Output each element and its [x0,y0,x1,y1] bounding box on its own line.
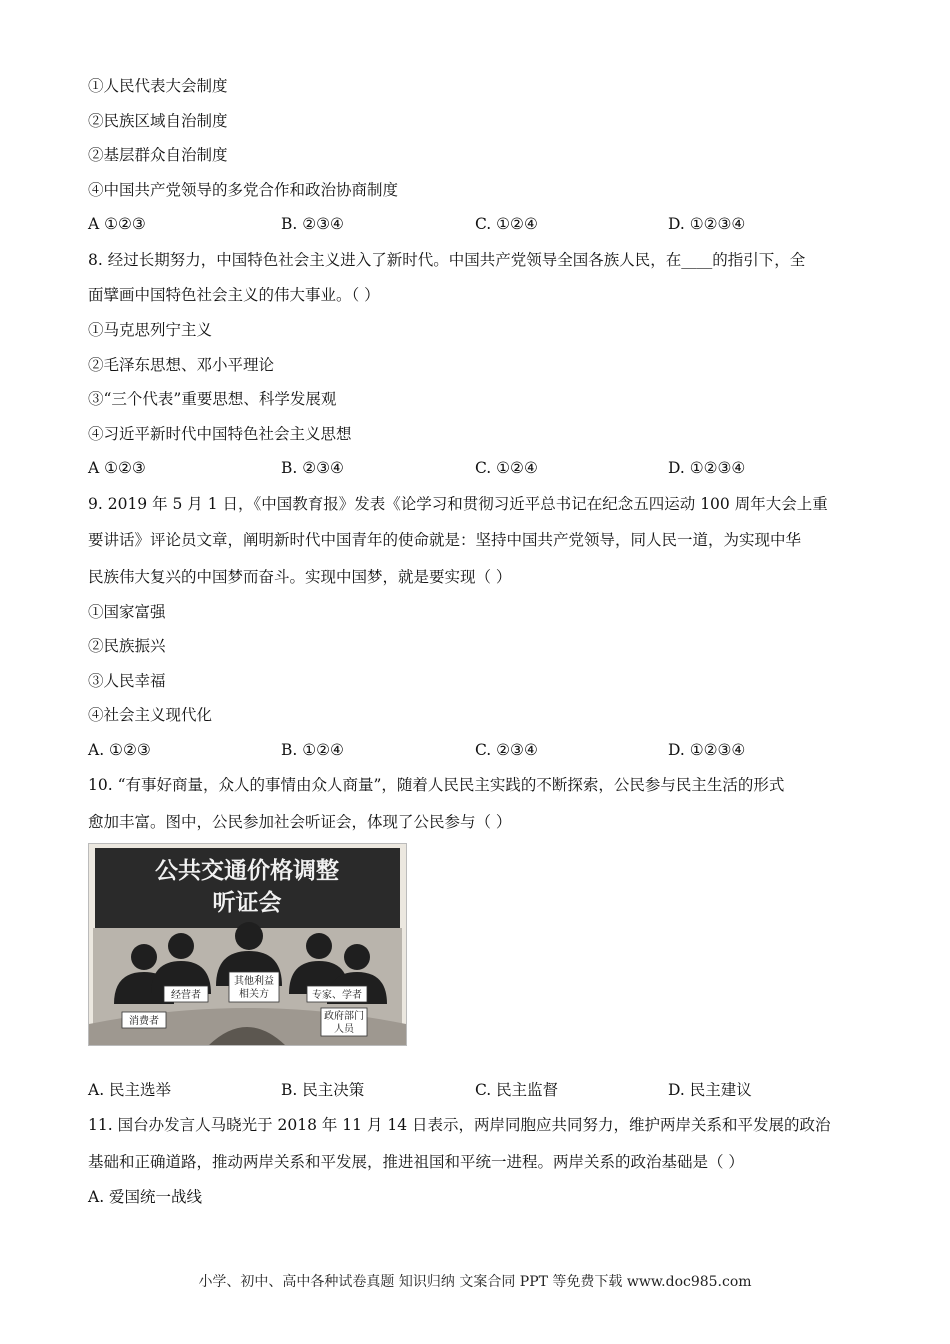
figure-title-line2: 听证会 [212,890,282,916]
page-footer: 小学、初中、高中各种试卷真题 知识归纳 文案合同 PPT 等免费下载 www.doc985.com [198,1274,752,1290]
label-experts: 专家、学者 [312,990,362,1001]
q8-stem-line2: 面擘画中国特色社会主义的伟大事业。（ ） [88,286,380,304]
q11-option-a: A. 爱国统一战线 [88,1188,203,1206]
label-stakeholders-1: 其他利益 [234,976,274,987]
q10-stem-line2: 愈加丰富。图中，公民参加社会听证会，体现了公民参与（ ） [88,813,512,831]
q7-option-a: A ①②③ [88,215,146,233]
q7-option-d: D. ①②③④ [668,215,746,233]
hearing-illustration [88,843,407,1046]
q9-stem-line1: 9. 2019 年 5 月 1 日，《中国教育报》发表《论学习和贯彻习近平总书记在纪念五四运动 100 周年大会上重 [88,495,828,513]
label-stakeholders-2: 相关方 [239,989,269,1000]
label-consumer: 消费者 [129,1016,159,1027]
q10-option-a: A. 民主选举 [88,1081,172,1099]
q9-item-4: ④社会主义现代化 [88,706,213,724]
q9-item-2: ②民族振兴 [88,637,166,655]
q8-stem-line1: 8. 经过长期努力，中国特色社会主义进入了新时代。中国共产党领导全国各族人民，在____的指引下，全 [88,251,806,269]
q9-option-c: C. ②③④ [475,741,538,759]
q9-option-d: D. ①②③④ [668,741,746,759]
q8-option-a: A ①②③ [88,459,146,477]
q10-option-b: B. 民主决策 [281,1081,365,1099]
q9-item-1: ①国家富强 [88,603,166,621]
q7-item-1: ①人民代表大会制度 [88,77,228,95]
q7-item-2: ②民族区域自治制度 [88,112,228,130]
q8-item-2: ②毛泽东思想、邓小平理论 [88,356,275,374]
figure-title-line1: 公共交通价格调整 [155,858,339,884]
q9-option-b: B. ①②④ [281,741,344,759]
q9-option-a: A. ①②③ [88,741,151,759]
q10-option-d: D. 民主建议 [668,1081,752,1099]
q10-stem-line1: 10. “有事好商量，众人的事情由众人商量”，随着人民民主实践的不断探索，公民参与民主生活的形式 [88,776,785,794]
label-operator: 经营者 [171,990,201,1001]
q8-item-4: ④习近平新时代中国特色社会主义思想 [88,425,352,443]
q9-stem-line3: 民族伟大复兴的中国梦而奋斗。实现中国梦，就是要实现（ ） [88,568,512,586]
q7-option-c: C. ①②④ [475,215,538,233]
q8-option-b: B. ②③④ [281,459,344,477]
q7-item-3: ②基层群众自治制度 [88,146,228,164]
q11-stem-line1: 11. 国台办发言人马晓光于 2018 年 11 月 14 日表示，两岸同胞应共同努力，维护两岸关系和平发展的政治 [88,1116,831,1134]
q11-stem-line2: 基础和正确道路，推动两岸关系和平发展，推进祖国和平统一进程。两岸关系的政治基础是（ ） [88,1153,744,1171]
q8-option-d: D. ①②③④ [668,459,746,477]
q10-option-c: C. 民主监督 [475,1081,559,1099]
q7-item-4: ④中国共产党领导的多党合作和政治协商制度 [88,181,399,199]
q7-option-b: B. ②③④ [281,215,344,233]
q9-item-3: ③人民幸福 [88,672,166,690]
q9-stem-line2: 要讲话》评论员文章，阐明新时代中国青年的使命就是：坚持中国共产党领导，同人民一道，为实现中华 [88,531,802,549]
label-government-2: 人员 [334,1024,354,1035]
label-government-1: 政府部门 [324,1011,364,1022]
hearing-illustration-art [89,844,406,1045]
q8-option-c: C. ①②④ [475,459,538,477]
q8-item-3: ③“三个代表”重要思想、科学发展观 [88,390,337,408]
q8-item-1: ①马克思列宁主义 [88,321,213,339]
